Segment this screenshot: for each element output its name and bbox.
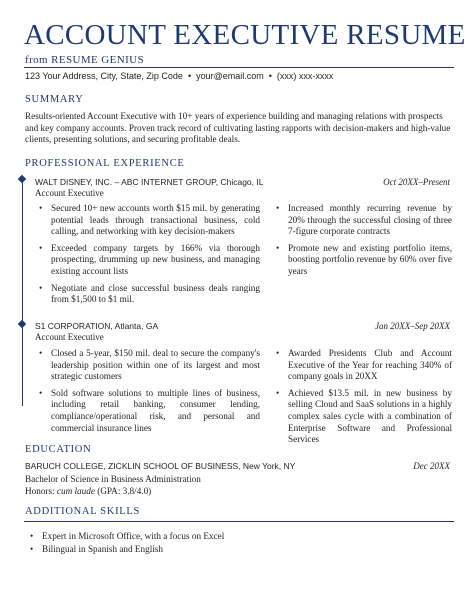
- summary-heading: SUMMARY: [25, 94, 84, 105]
- job-bullets-left: [39, 203, 260, 311]
- honors-gpa: (GPA: 3.8/4.0): [97, 486, 152, 496]
- job-company: S1 CORPORATION, Atlanta, GA: [35, 321, 159, 331]
- job-marker-icon: [18, 175, 26, 183]
- education-school: BARUCH COLLEGE, ZICKLIN SCHOOL OF BUSINESS, New York, NY: [25, 461, 296, 471]
- contact-address: 123 Your Address, City, State, Zip Code: [25, 71, 183, 81]
- job-marker-icon: [18, 320, 26, 328]
- contact-separator: •: [268, 71, 272, 81]
- page-title: ACCOUNT EXECUTIVE RESUME: [24, 19, 466, 51]
- education-honors: [25, 486, 151, 496]
- job-bullet: • Sold software solutions to multiple lines of business, including retail banking, consumer lending, compliance/operational risk, and personal and commercial insurance lines: [39, 388, 260, 434]
- job-company: WALT DISNEY, INC. – ABC INTERNET GROUP, Chicago, IL: [35, 177, 264, 187]
- skill-item: • Bilingual in Spanish and English: [30, 543, 224, 556]
- job-role: Account Executive: [35, 332, 104, 342]
- skills-list: [30, 530, 224, 556]
- job-bullet: • Awarded Presidents Club and Account Executive of the Year for reaching 340% of company goals in 20XX: [276, 348, 452, 383]
- job-bullet: • Achieved $13.5 mil. in new business by selling Cloud and SaaS solutions in a highly complex sales cycle with a combination of Enterprise Software and Professional Services: [276, 388, 452, 446]
- contact-separator: •: [187, 71, 192, 81]
- contact-phone: (xxx) xxx-xxxx: [276, 71, 334, 81]
- job-bullet: • Promote new and existing portfolio items, boosting portfolio revenue by 60% over five years: [276, 243, 452, 278]
- job-role: Account Executive: [35, 188, 104, 198]
- job-bullet: • Closed a 5-year, $150 mil. deal to secure the company's leadership position within one of its largest and most strategic customers: [39, 348, 260, 383]
- job-bullets-right: [276, 203, 452, 283]
- job-bullet: • Negotiate and close successful business deals ranging from $1,500 to $1 mil.: [39, 283, 260, 306]
- header-rule: [24, 67, 454, 68]
- education-degree: Bachelor of Science in Business Administration: [25, 474, 201, 484]
- contact-email: your@email.com: [196, 71, 264, 81]
- job-dates: Oct 20XX–Present: [383, 177, 450, 187]
- contact-line: [25, 71, 333, 81]
- experience-heading: PROFESSIONAL EXPERIENCE: [25, 158, 185, 169]
- skills-heading: ADDITIONAL SKILLS: [25, 506, 141, 517]
- job-bullets-left: [39, 348, 260, 439]
- skill-item: • Expert in Microsoft Office, with a focus on Excel: [30, 530, 224, 543]
- summary-text: Results-oriented Account Executive with 10+ years of experience building and managing relations with prospects and key company accounts. Proven track record of cultivating lasting rapports with decision-makers and high-value clients, presenting solutions, and securing profitable deals.: [25, 111, 451, 144]
- page-subtitle: from RESUME GENIUS: [25, 54, 145, 66]
- job-dates: Jan 20XX–Sep 20XX: [375, 321, 450, 331]
- honors-value: cum laude: [56, 486, 95, 496]
- job-bullet: • Increased monthly recurring revenue by 20% through the successful closing of three 7-figure corporate contracts: [276, 203, 452, 238]
- job-bullets-right: [276, 348, 452, 451]
- education-heading: EDUCATION: [25, 444, 92, 455]
- experience-timeline: [22, 178, 23, 406]
- honors-label: Honors:: [25, 486, 55, 496]
- job-bullet: • Exceeded company targets by 166% via thorough prospecting, drumming up new business, and managing existing account lists: [39, 243, 260, 278]
- education-date: Dec 20XX: [413, 461, 450, 471]
- skills-rule: [24, 521, 454, 522]
- job-bullet: • Secured 10+ new accounts worth $15 mil. by generating potential leads through transactional business, cold calling, and networking with key decision-makers: [39, 203, 260, 238]
